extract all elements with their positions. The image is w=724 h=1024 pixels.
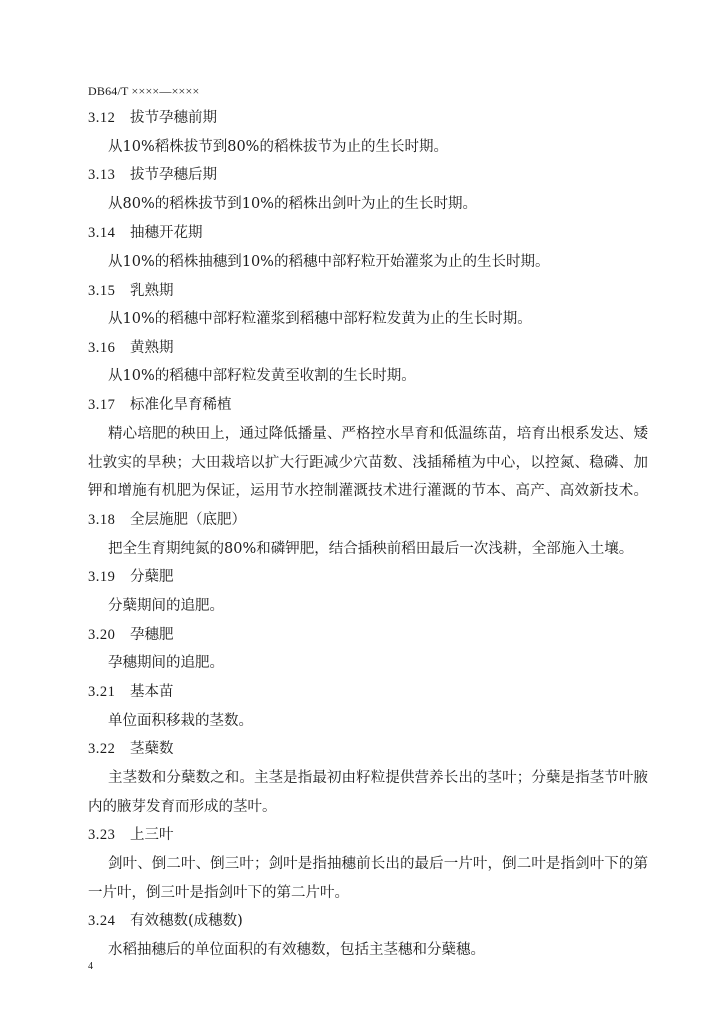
term-title: 全层施肥（底肥） (130, 512, 246, 528)
term-definition-3-21: 单位面积移栽的茎数。 (108, 713, 253, 729)
term-number: 3.22 (88, 741, 116, 757)
term-heading-3-16 (88, 338, 174, 358)
term-title: 孕穗肥 (130, 627, 174, 643)
term-number: 3.16 (88, 340, 116, 356)
term-definition-3-15: 从10%的稻穗中部籽粒灌浆到稻穗中部籽粒发黄为止的生长时期。 (108, 311, 532, 327)
term-title: 有效穗数(成穗数) (130, 913, 243, 929)
term-title: 标准化旱育稀植 (130, 397, 232, 413)
term-number: 3.18 (88, 512, 116, 528)
term-number: 3.13 (88, 167, 116, 183)
term-number: 3.14 (88, 225, 116, 241)
term-definition-3-17-line-1: 精心培肥的秧田上，通过降低播量、严格控水旱育和低温练苗，培育出根系发达、矮 (108, 426, 648, 442)
term-number: 3.23 (88, 827, 116, 843)
term-number: 3.21 (88, 684, 116, 700)
term-title: 乳熟期 (130, 283, 174, 299)
term-title: 抽穗开花期 (130, 225, 203, 241)
term-heading-3-18 (88, 510, 246, 530)
document-code-header: DB64/T ××××—×××× (88, 84, 200, 98)
term-number: 3.12 (88, 110, 116, 126)
term-heading-3-19 (88, 567, 174, 587)
term-title: 上三叶 (130, 827, 174, 843)
term-heading-3-12 (88, 108, 217, 128)
term-definition-3-19: 分蘖期间的追肥。 (108, 598, 224, 614)
term-definition-3-22-line-2: 内的腋芽发育而形成的茎叶。 (88, 799, 277, 815)
term-heading-3-20 (88, 625, 174, 645)
term-title: 黄熟期 (130, 340, 174, 356)
term-heading-3-21 (88, 682, 174, 702)
term-definition-3-22-line-1: 主茎数和分蘖数之和。主茎是指最初由籽粒提供营养长出的茎叶；分蘖是指茎节叶腋 (108, 770, 648, 786)
term-heading-3-22 (88, 739, 174, 759)
term-number: 3.15 (88, 283, 116, 299)
term-definition-3-14: 从10%的稻株抽穗到10%的稻穗中部籽粒开始灌浆为止的生长时期。 (108, 254, 550, 270)
term-definition-3-18: 把全生育期纯氮的80%和磷钾肥，结合插秧前稻田最后一次浅耕，全部施入土壤。 (108, 541, 634, 557)
term-number: 3.17 (88, 397, 116, 413)
term-heading-3-13 (88, 165, 217, 185)
term-definition-3-17-line-3: 钾和增施有机肥为保证，运用节水控制灌溉技术进行灌溉的节本、高产、高效新技术。 (88, 483, 648, 499)
term-definition-3-20: 孕穗期间的追肥。 (108, 655, 224, 671)
term-heading-3-14 (88, 223, 203, 243)
term-definition-3-17-line-2: 壮敦实的旱秧；大田栽培以扩大行距减少穴苗数、浅插稀植为中心，以控氮、稳磷、加 (88, 455, 648, 471)
term-title: 基本苗 (130, 684, 174, 700)
term-heading-3-17 (88, 395, 232, 415)
term-heading-3-23 (88, 825, 174, 845)
term-number: 3.20 (88, 627, 116, 643)
term-definition-3-24: 水稻抽穗后的单位面积的有效穗数，包括主茎穗和分蘖穗。 (108, 942, 485, 958)
term-definition-3-16: 从10%的稻穗中部籽粒发黄至收割的生长时期。 (108, 368, 416, 384)
term-title: 拔节孕穗前期 (130, 110, 217, 126)
page-number: 4 (88, 961, 93, 972)
term-number: 3.24 (88, 913, 116, 929)
term-title: 分蘖肥 (130, 569, 174, 585)
term-definition-3-23-line-2: 一片叶，倒三叶是指剑叶下的第二片叶。 (88, 885, 349, 901)
term-title: 拔节孕穗后期 (130, 167, 217, 183)
term-definition-3-12: 从10%稻株拔节到80%的稻株拔节为止的生长时期。 (108, 139, 448, 155)
term-number: 3.19 (88, 569, 116, 585)
term-title: 茎蘖数 (130, 741, 174, 757)
term-heading-3-15 (88, 281, 174, 301)
term-definition-3-23-line-1: 剑叶、倒二叶、倒三叶；剑叶是指抽穗前长出的最后一片叶，倒二叶是指剑叶下的第 (108, 856, 648, 872)
term-definition-3-13: 从80%的稻株拔节到10%的稻株出剑叶为止的生长时期。 (108, 196, 477, 212)
term-heading-3-24 (88, 911, 243, 931)
